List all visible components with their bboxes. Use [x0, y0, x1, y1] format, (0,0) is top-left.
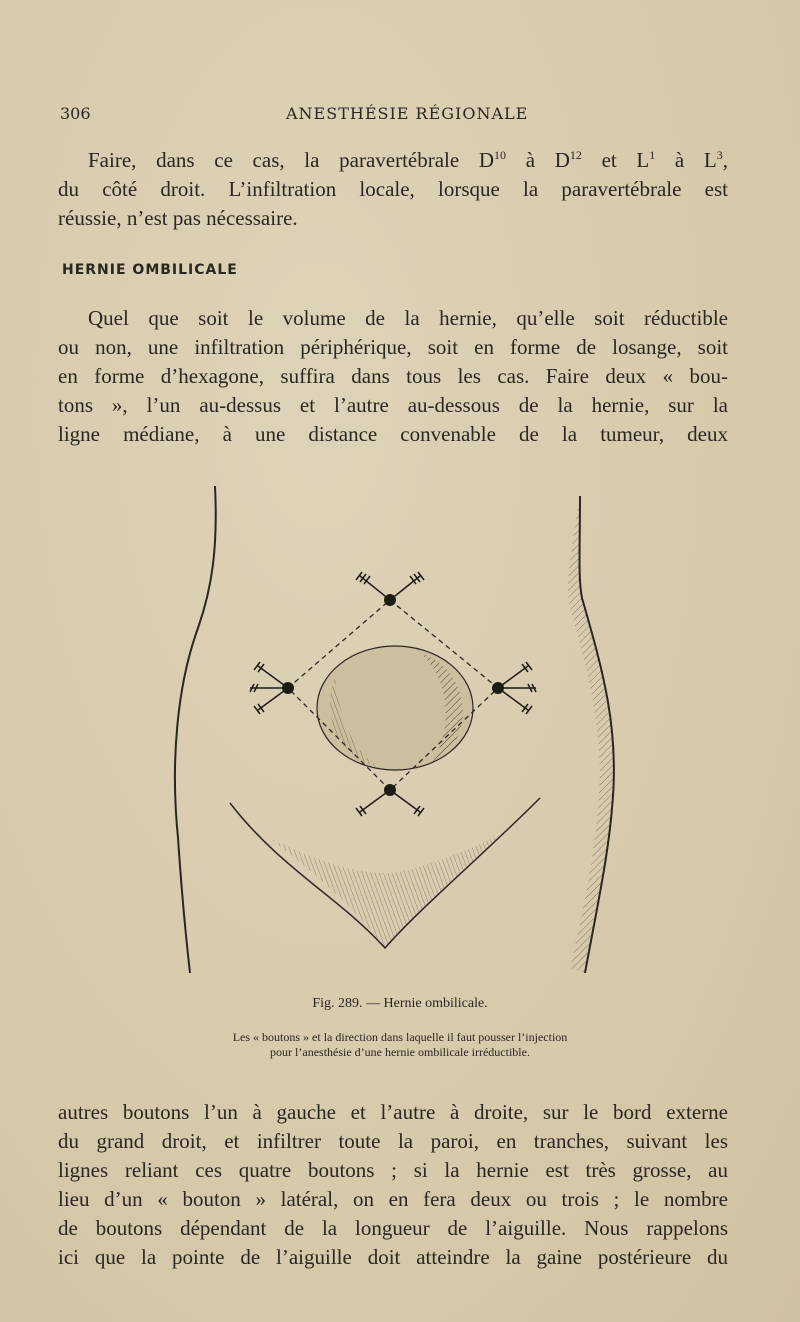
paragraph-line: ici que la pointe de l’aiguille doit atteindre la gaine postérieure du	[58, 1245, 728, 1269]
paragraph-2	[58, 304, 728, 449]
paragraph-line: réussie, n’est pas nécessaire.	[58, 206, 298, 230]
figure-title: Fig. 289. — Hernie ombilicale.	[312, 996, 488, 1011]
figure-caption-line: Les « boutons » et la direction dans laquelle il faut pousser l’injection	[232, 1030, 568, 1044]
paragraph-line: du grand droit, et infiltrer toute la paroi, en tranches, suivant les	[58, 1129, 728, 1153]
figure-caption	[180, 1030, 620, 1060]
running-head	[60, 104, 740, 128]
paragraph-line: en forme d’hexagone, suffira dans tous les cas. Faire deux « bou-	[58, 364, 728, 388]
paragraph-line: ou non, une infiltration périphérique, soit en forme de losange, soit	[58, 335, 728, 359]
paragraph-line: Faire, dans ce cas, la paravertébrale $D^{10}$ à $D^{12}$ et $L^1$ à $L^3$,	[88, 148, 728, 172]
paragraph-line: de boutons dépendant de la longueur de l’aiguille. Nous rappelons	[58, 1216, 728, 1240]
paragraph-line: lieu d’un « bouton » latéral, on en fera deux ou trois ; le nombre	[58, 1187, 728, 1211]
paragraph-1	[58, 146, 728, 233]
paragraph-line: du côté droit. L’infiltration locale, lorsque la paravertébrale est	[58, 177, 728, 201]
left-body-contour	[175, 486, 216, 973]
paragraph-3	[58, 1098, 728, 1272]
running-title: ANESTHÉSIE RÉGIONALE	[286, 104, 529, 123]
paragraph-line: lignes reliant ces quatre boutons ; si la hernie est très grosse, au	[58, 1158, 728, 1182]
paragraph-line: ligne médiane, à une distance convenable de la tumeur, deux	[58, 422, 728, 446]
paragraph-line: tons », l’un au-dessus et l’autre au-dessous de la hernie, sur la	[58, 393, 728, 417]
page-number: 306	[60, 104, 91, 123]
paragraph-line: autres boutons l’un à gauche et l’autre à droite, sur le bord externe	[58, 1100, 728, 1124]
section-heading: HERNIE OMBILICALE	[62, 262, 238, 278]
paragraph-line: Quel que soit le volume de la hernie, qu’elle soit réductible	[88, 306, 728, 330]
figure-caption-line: pour l’anesthésie d’une hernie ombilicale irréductible.	[270, 1045, 530, 1059]
hernia-illustration	[150, 478, 630, 988]
